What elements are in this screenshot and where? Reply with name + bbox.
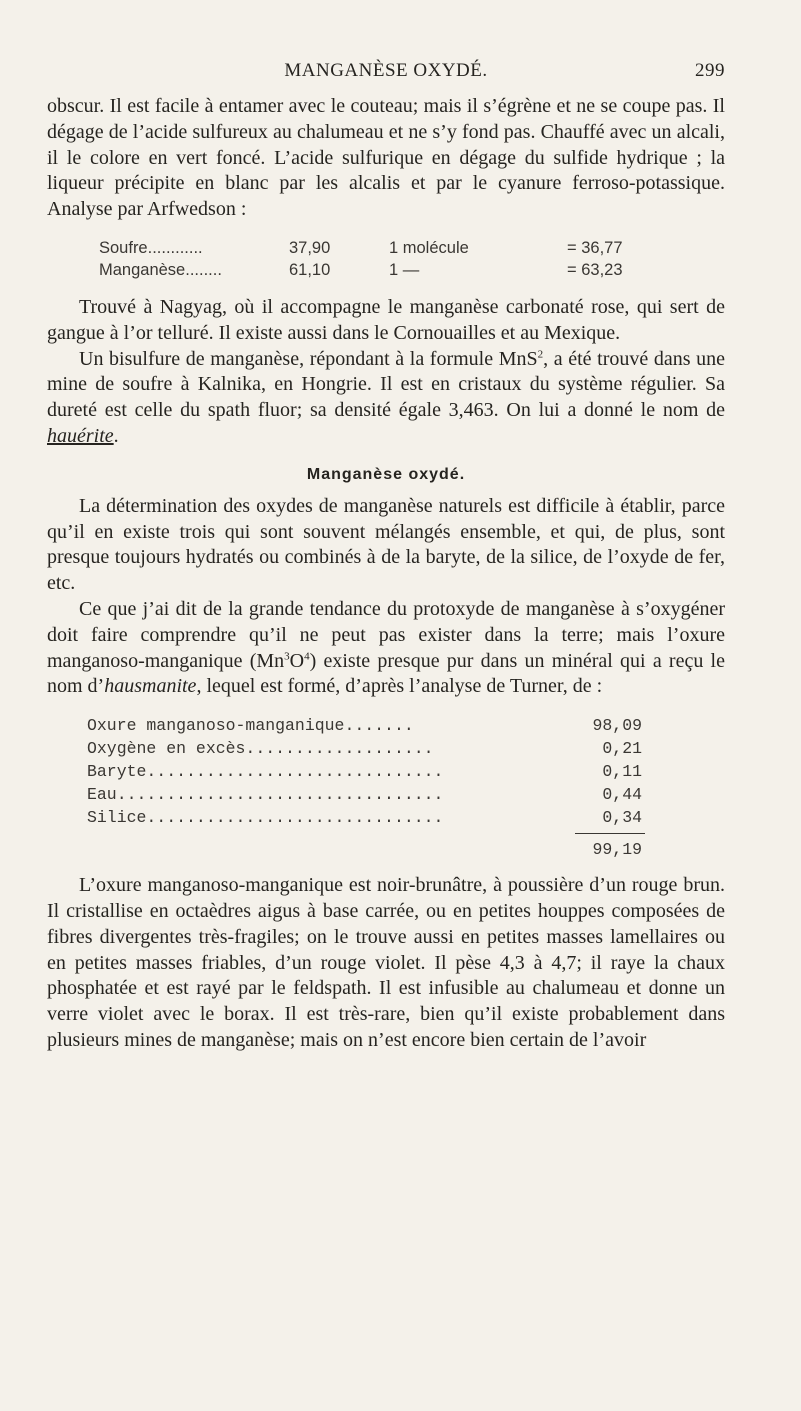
component-name: Baryte.............................. — [87, 762, 444, 782]
paragraph-continued: obscur. Il est facile à entamer avec le couteau; mais il s’égrène et ne se coupe pas. Il dégage de l’acide sulfureux au chalumeau et ne s’y fond pas. Chauffé avec un alcali, il le colore en vert foncé. L’acide sulfurique en dégage du sulfide hydrique ; la liqueur précipite en blanc par les alcalis et par le cyanure ferroso-potassique. Analyse par Arfwedson : — [47, 95, 725, 221]
component-name: Eau................................. — [87, 785, 444, 805]
analysis-row — [47, 237, 725, 259]
paragraph-oxides: La détermination des oxydes de manganèse naturels est difficile à établir, parce qu’il en existe trois qui sont souvent mélangés ensemble, et qui, de plus, sont presque toujours hydratés ou combinés à de la baryte, de la silice, de l’oxyde de fer, etc. — [47, 494, 725, 595]
superscript: 3 — [284, 649, 290, 662]
superscript: 4 — [304, 649, 310, 662]
component-name: Soufre............ — [99, 238, 203, 257]
component-value: 37,90 — [289, 238, 331, 257]
paragraph-hausmanite — [47, 597, 725, 700]
analysis-row — [47, 760, 725, 783]
analysis-table-arfwedson — [47, 237, 725, 281]
component-molecule: 1 molécule — [389, 238, 469, 257]
component-value: 0,34 — [602, 808, 642, 828]
text-run: Ce que j’ai dit de la grande tendance du protoxyde de manganèse à s’oxygéner doit faire comprendre qu’il ne peut pas exister dans la terre; mais l’oxure manganoso-manganique (Mn — [47, 597, 725, 672]
component-calculated: = 63,23 — [567, 260, 623, 279]
component-value: 0,21 — [602, 739, 642, 759]
analysis-row — [47, 737, 725, 760]
superscript: 2 — [537, 347, 544, 360]
page-number: 299 — [695, 60, 725, 81]
component-calculated: = 36,77 — [567, 238, 623, 257]
paragraph-hauerite — [47, 347, 725, 450]
analysis-table-turner — [47, 714, 725, 863]
mineral-name: hauérite — [47, 424, 114, 447]
component-value: 61,10 — [289, 260, 331, 279]
page — [47, 60, 725, 1054]
paragraph-properties: L’oxure manganoso-manganique est noir-brunâtre, à poussière d’un rouge brun. Il cristallise en octaèdres aigus à base carrée, ou en petites houppes composées de fibres divergentes très-fragiles; on le trouve aussi en petites masses lamellaires ou en petites masses friables, d’un rouge violet. Il pèse 4,3 à 4,7; il raye la chaux phosphatée et est rayé par le feldspath. Il est infusible au chalumeau et donne un verre violet avec le borax. Il est très-rare, bien qu’il existe probablement dans plusieurs mines de manganèse; mais on n’est encore bien certain de l’avoir — [47, 874, 725, 1051]
analysis-row — [47, 259, 725, 281]
component-value: 98,09 — [592, 716, 642, 736]
component-molecule: 1 — — [389, 260, 420, 279]
analysis-row — [47, 714, 725, 737]
text-run: , a été trouvé dans une mine de soufre à Kalnika, en Hongrie. Il est en cristaux du système régulier. Sa dureté est celle du spath fluor; sa densité égale 3,463. On lui a donné le nom de — [47, 347, 725, 422]
analysis-total-row — [47, 833, 725, 863]
component-value: 0,44 — [602, 785, 642, 805]
sum-rule — [575, 833, 645, 834]
running-title: MANGANÈSE OXYDÉ. — [284, 60, 488, 81]
component-name: Oxygène en excès................... — [87, 739, 434, 759]
text-run: ) existe presque pur dans un minéral qui a reçu le nom d’ — [47, 649, 725, 698]
text-run: O — [289, 649, 305, 672]
analysis-total: 99,19 — [592, 840, 642, 860]
paragraph-nagyag: Trouvé à Nagyag, où il accompagne le manganèse carbonaté rose, qui sert de gangue à l’or telluré. Il existe aussi dans le Cornouailles et au Mexique. — [47, 295, 725, 344]
text-run: . — [113, 424, 119, 447]
text-run: , lequel est formé, d’après l’analyse de Turner, de : — [196, 675, 603, 698]
component-name: Silice.............................. — [87, 808, 444, 828]
running-header — [47, 60, 725, 94]
component-name: Oxure manganoso-manganique....... — [87, 716, 414, 736]
text-run: Un bisulfure de manganèse, répondant à la formule MnS — [79, 347, 538, 370]
component-name: Manganèse........ — [99, 260, 222, 279]
mineral-name: hausmanite — [104, 675, 197, 698]
section-heading: Manganèse oxydé. — [306, 465, 466, 483]
analysis-row — [47, 783, 725, 806]
analysis-row — [47, 806, 725, 829]
component-value: 0,11 — [602, 762, 642, 782]
